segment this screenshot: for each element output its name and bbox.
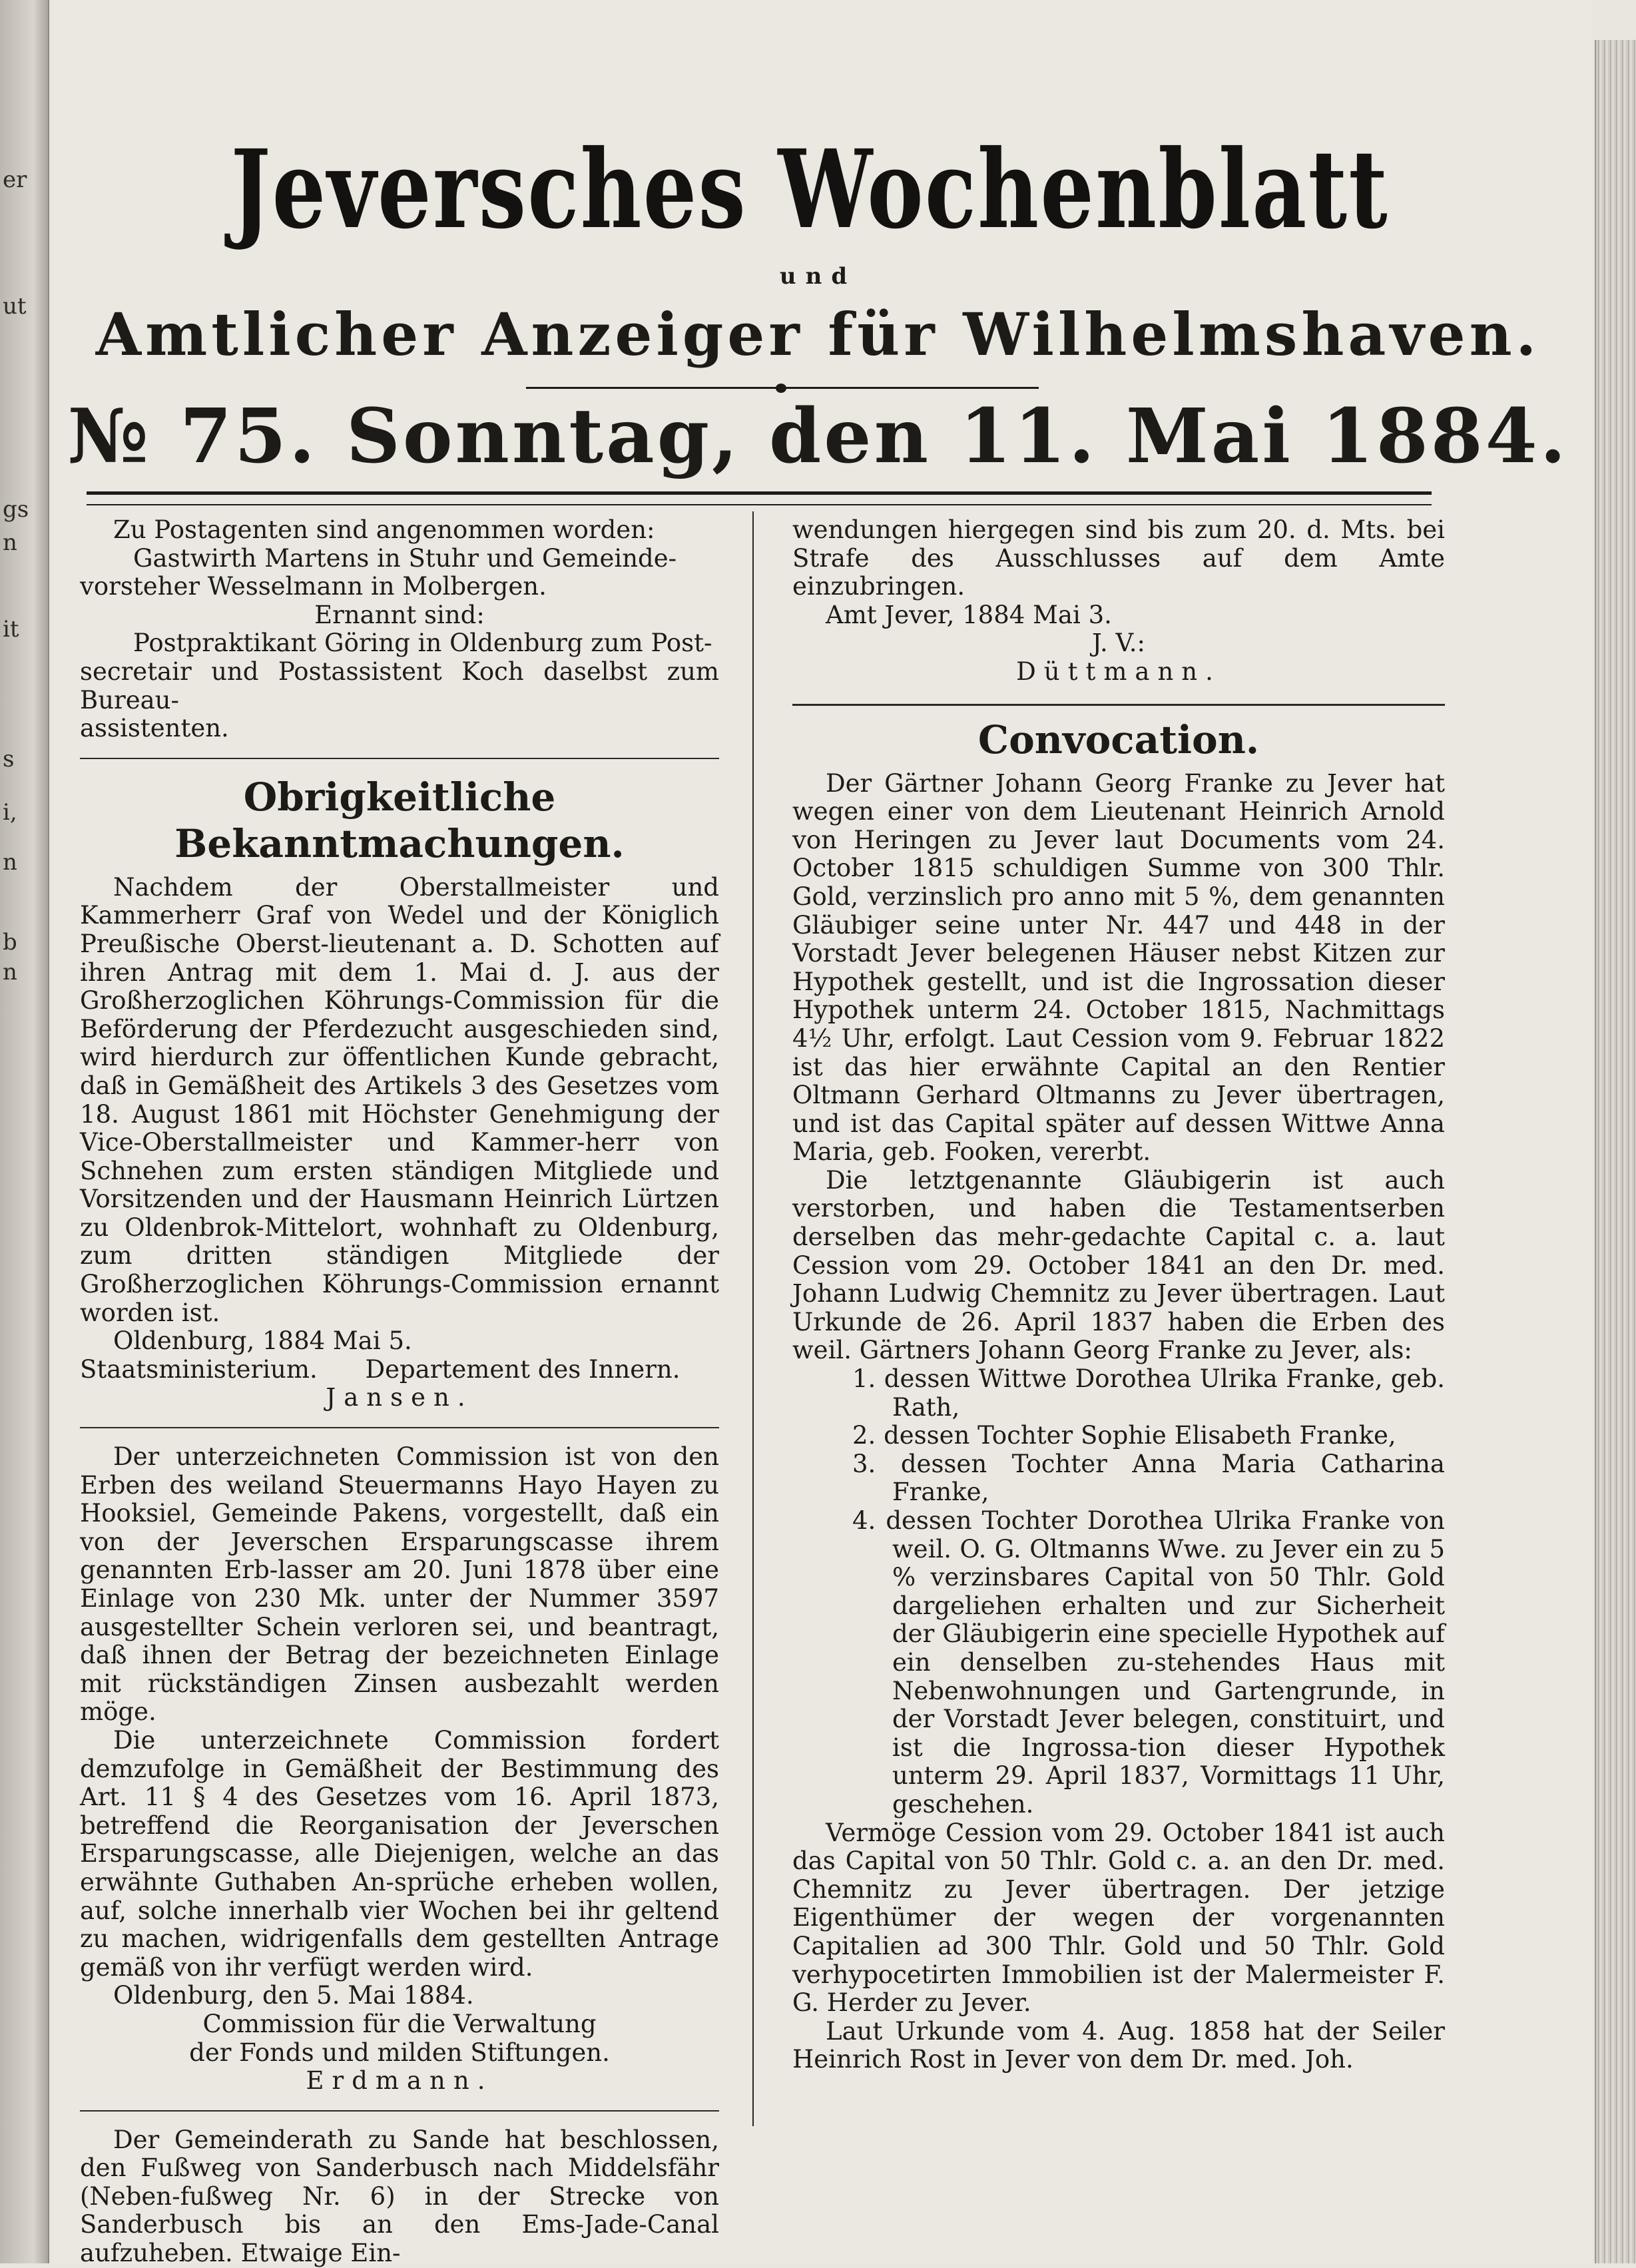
postal-notice-line: assistenten. [80, 714, 229, 743]
section-rule [80, 2110, 719, 2112]
postal-notice-line: Zu Postagenten sind angenommen worden: [113, 515, 655, 544]
notice-office: Amt Jever, 1884 Mai 3. [826, 600, 1112, 629]
spine-fragment: n [3, 959, 17, 986]
notice-paragraph: Der Gärtner Johann Georg Franke zu Jever hat wegen einer von dem Lieutenant Heinrich Arnold von Heringen zu Jever laut Documents vom 24. October 1815 schuldigen Summe von 300 Thlr. Gold, verzinslich pro anno mit 5 %, dem genannten Gläubiger seine unter Nr. 447 und 448 in der Vorstadt Jever belegenen Häuser nebst Kitzen zur Hypothek gestellt, und ist die Ingrossation dieser Hypothek unterm 24. October 1815, Nachmittags 4½ Uhr, erfolgt. Laut Cession vom 9. Februar 1822 ist das hier erwähnte Capital an den Rentier Oltmann Gerhard Oltmanns zu Jever übertragen, und ist das Capital später auf dessen Wittwe Anna Maria, geb. Fooken, vererbt. [792, 768, 1445, 1167]
notice-paragraph: Vermöge Cession vom 29. October 1841 ist auch das Capital von 50 Thlr. Gold c. a. an den Dr. med. Chemnitz zu Jever übertragen. Der jetzige Eigenthümer der wegen der vorgenannten Capitalien ad 300 Thlr. Gold und 50 Thlr. Gold verhypocetirten Immobilien ist der Malermeister F. G. Herder zu Jever. [792, 1818, 1445, 2018]
notice-signature: Jansen. [326, 1383, 473, 1412]
list-item: 3. dessen Tochter Anna Maria Catharina Franke, [852, 1449, 1445, 1507]
section-rule [80, 1427, 719, 1428]
postal-notice-line: Gastwirth Martens in Stuhr und Gemeinde- [133, 543, 677, 573]
spine-fragment: i, [3, 799, 17, 826]
notice-paragraph: Laut Urkunde vom 4. Aug. 1858 hat der Seiler Heinrich Rost in Jever von dem Dr. med. Joh. [792, 2016, 1445, 2074]
masthead-title: Jeversches Wochenblatt [230, 127, 1390, 253]
notice-paragraph: Nachdem der Oberstallmeister und Kammerherr Graf von Wedel und der Königlich Preußische Oberst-lieutenant a. D. Schotten auf ihren Antrag mit dem 1. Mai d. J. aus der Großherzoglichen Köhrungs-Commission für die Beförderung der Pferdezucht ausgeschieden sind, wird hierdurch zur öffentlichen Kunde gebracht, daß in Gemäßheit des Artikels 3 des Gesetzes vom 18. August 1861 mit Höchster Genehmigung der Vice-Oberstallmeister und Kammer-herr von Schnehen zum ersten ständigen Mitgliede und Vorsitzenden und der Hausmann Heinrich Lürtzen zu Oldenbrok-Mittelort, wohnhaft zu Oldenburg, zum dritten ständigen Mitgliede der Großherzoglichen Köhrungs-Commission ernannt worden ist. [80, 872, 719, 1327]
list-item: 2. dessen Tochter Sophie Elisabeth Franke, [852, 1421, 1396, 1450]
postal-notice-line: secretair und Postassistent Koch daselbst zum Bureau- [80, 657, 719, 714]
notice-office: Commission für die Verwaltung [202, 2009, 597, 2038]
masthead-double-rule [87, 491, 1432, 505]
notice-date: Oldenburg, 1884 Mai 5. [113, 1326, 412, 1356]
notice-date: Oldenburg, den 5. Mai 1884. [113, 1981, 474, 2010]
right-column [792, 516, 1445, 2074]
notice-paragraph: Die letztgenannte Gläubigerin ist auch verstorben, und haben die Testamentserben derselben das mehr-gedachte Capital c. a. laut Cession vom 29. October 1841 an den Dr. med. Johann Ludwig Chemnitz zu Jever übertragen. Laut Urkunde de 26. April 1837 haben die Erben des weil. Gärtners Johann Georg Franke zu Jever, als: [792, 1165, 1445, 1365]
spine-fragment: n [3, 849, 17, 876]
section-heading: Obrigkeitliche Bekanntmachungen. [174, 774, 625, 866]
notice-paragraph: Der unterzeichneten Commission ist von den Erben des weiland Steuermanns Hayo Hayen zu Hooksiel, Gemeinde Pakens, vorgestellt, daß ein von der Jeverschen Ersparungscasse ihrem genannten Erb-lasser am 20. Juni 1878 über eine Einlage von 230 Mk. unter der Nummer 3597 ausgestellter Schein verloren sei, und beantragt, daß ihnen der Betrag der bezeichneten Einlage mit rückständigen Zinsen ausbezahlt werden möge. [80, 1442, 719, 1727]
spine-fragment: ut [3, 293, 27, 320]
left-column [80, 516, 719, 2268]
spine-fragment: n [3, 529, 17, 556]
issue-dateline: № 75. Sonntag, den 11. Mai 1884. [67, 393, 1569, 480]
ornament-rule [526, 384, 1039, 392]
notice-office-a: Staatsministerium. [80, 1354, 318, 1384]
spine-fragment: gs [3, 496, 29, 523]
column-divider [752, 511, 754, 2126]
notice-paragraph: Die unterzeichnete Commission fordert demzufolge in Gemäßheit der Bestimmung des Art. 11 § 4 des Gesetzes vom 16. April 1873, betreffend die Reorganisation der Jeverschen Ersparungscasse, alle Diejenigen, welche an das erwähnte Guthaben An-sprüche erheben wollen, auf, solche innerhalb vier Wochen bei ihr geltend zu machen, widrigenfalls dem gestellten Antrage gemäß von ihr verfügt werden wird. [80, 1725, 719, 1982]
notice-office [80, 1356, 719, 1384]
postal-notice-line: Postpraktikant Göring in Oldenburg zum Post- [133, 629, 712, 658]
spine-fragment: er [3, 166, 27, 193]
heirs-list [792, 1365, 1445, 1819]
notice-signature: Erdmann. [306, 2066, 493, 2096]
spine-fragment: s [3, 746, 15, 772]
page-stack-edge [1595, 40, 1636, 2263]
notice-iv: J. V.: [1092, 629, 1145, 658]
notice-paragraph: wendungen hiergegen sind bis zum 20. d. Mts. bei Strafe des Ausschlusses auf dem Amte einzubringen. [792, 515, 1445, 601]
section-rule [80, 758, 719, 759]
notice-signature: Düttmann. [1016, 657, 1221, 686]
masthead-subtitle: Amtlicher Anzeiger für Wilhelmshaven. [95, 300, 1541, 369]
spine-fragment: b [3, 929, 17, 956]
list-item: 4. dessen Tochter Dorothea Ulrika Franke von weil. O. G. Oltmanns Wwe. zu Jever ein zu 5 % verzinsbares Capital von 50 Thlr. Gold dargeliehen erhalten und zur Sicherheit der Gläubigerin eine specielle Hypothek auf ein denselben zu-stehendes Haus mit Nebenwohnungen und Gartengrunde, in der Vorstadt Jever belegen, constituirt, und ist die Ingrossa-tion dieser Hypothek unterm 29. April 1837, Vormittags 11 Uhr, geschehen. [852, 1506, 1445, 1819]
section-rule [792, 704, 1445, 706]
spine-fragment: it [3, 616, 19, 643]
section-heading: Convocation. [977, 716, 1260, 762]
notice-office-b: Departement des Innern. [365, 1354, 681, 1384]
notice-office: der Fonds und milden Stiftungen. [189, 2038, 610, 2067]
list-item: 1. dessen Wittwe Dorothea Ulrika Franke, geb. Rath, [852, 1364, 1445, 1422]
masthead-und: und [779, 263, 857, 290]
postal-notice-line: Ernannt sind: [314, 600, 485, 629]
notice-paragraph: Der Gemeinderath zu Sande hat beschlossen, den Fußweg von Sanderbusch nach Middelsfähr (Neben-fußweg Nr. 6) in der Strecke von Sanderbusch bis an den Ems-Jade-Canal aufzuheben. Etwaige Ein- [80, 2125, 719, 2268]
postal-notice-line: vorsteher Wesselmann in Molbergen. [80, 572, 547, 601]
